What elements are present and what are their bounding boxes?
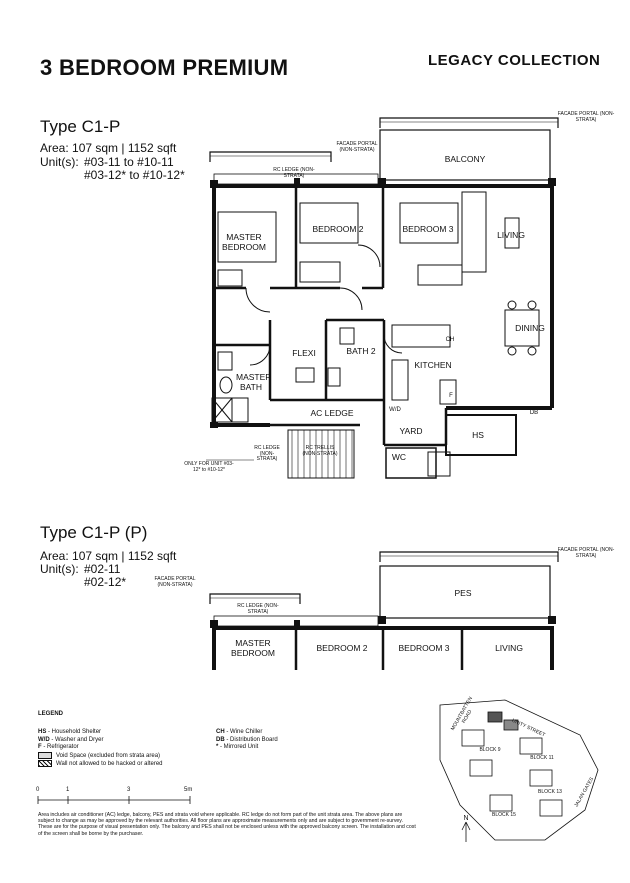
room-hs: HS [472, 430, 484, 440]
rc-trellis-note: RC TRELLIS (NON-STRATA) [302, 445, 338, 457]
north-arrow-label: N [463, 815, 469, 822]
p-rc-ledge-note: RC LEDGE (NON-STRATA) [237, 603, 279, 615]
wd-label: W/D [389, 407, 401, 413]
p-room-master-bedroom: MASTER BEDROOM [231, 638, 275, 658]
room-dining: DINING [515, 323, 545, 333]
room-bedroom-3: BEDROOM 3 [402, 224, 454, 234]
legend-item-wall: Wall not allowed to be hacked or altered [38, 760, 163, 769]
p-room-bedroom-2: BEDROOM 2 [316, 643, 368, 653]
road-label-2: JALAN GATES [573, 776, 596, 809]
p-facade-portal-note-left: FACADE PORTAL (NON-STRATA) [154, 576, 196, 588]
room-master-bath: MASTER BATH [236, 372, 272, 392]
collection-title: LEGACY COLLECTION [428, 52, 601, 69]
road-label-1: MOUNTBATTEN ROAD [449, 695, 474, 732]
f-label: F [449, 393, 453, 399]
block-9: BLOCK 9 [479, 747, 501, 753]
db-label: DB [529, 410, 539, 416]
legend-title: LEGEND [38, 711, 64, 717]
type2-units-line-1: #02-11 [84, 562, 121, 576]
p-room-living: LIVING [495, 643, 523, 653]
legend-item-ch: CH - Wine Chiller [216, 729, 263, 735]
scale-tick-5m: 5m [184, 787, 193, 793]
facade-portal-note-right: FACADE PORTAL (NON-STRATA) [557, 111, 615, 123]
road-label-3: UNITY STREET [510, 717, 546, 739]
type2-units-label: Unit(s): [40, 562, 79, 576]
page-title: 3 BEDROOM PREMIUM [40, 55, 289, 80]
type-area: Area: 107 sqm | 1152 sqft [40, 141, 177, 155]
p-facade-portal-note-right: FACADE PORTAL (NON-STRATA) [557, 547, 615, 559]
p-room-bedroom-3: BEDROOM 3 [398, 643, 450, 653]
units-label: Unit(s): [40, 155, 79, 169]
legend-item-db: DB - Distribution Board [216, 736, 278, 743]
room-wc: WC [391, 452, 407, 462]
p-room-pes: PES [454, 588, 472, 598]
units-line-2: #03-12* to #10-12* [84, 168, 185, 182]
footnote: Area includes air conditioner (AC) ledge, balcony, PES and strata void where applicable. RC ledge do not form part of the unit strata area. The above plans are subject to change as may be approved by the relevant authorities. All floor plans are approximate measurements only and are subject to government re-survey. These are for the purpose of visual presentation only. The balcony and PES shall not be enclosed unless with the approved balcony screen. The installation and cost of the screen shall be borne by the purchaser. [38, 812, 416, 837]
type2-area: Area: 107 sqm | 1152 sqft [40, 549, 177, 563]
units-line-1: #03-11 to #10-11 [84, 155, 174, 169]
legend-item-f: F - Refrigerator [38, 744, 79, 750]
facade-portal-note-left: FACADE PORTAL (NON-STRATA) [336, 141, 378, 153]
scale-tick-0: 0 [36, 787, 40, 793]
block-15: BLOCK 15 [492, 812, 516, 818]
block-11: BLOCK 11 [530, 755, 554, 761]
type2-units-line-2: #02-12* [84, 575, 127, 589]
rc-ledge-note: RC LEDGE (NON-STRATA) [273, 167, 315, 179]
room-ac-ledge: AC LEDGE [310, 408, 354, 418]
room-balcony: BALCONY [444, 154, 486, 164]
type-title: Type C1-P [40, 117, 121, 136]
room-flexi: FLEXI [292, 348, 316, 358]
legend-item-void: Void Space (excluded from strata area) [38, 752, 163, 761]
rc-ledge-bottom-note: RC LEDGE (NON-STRATA) [254, 445, 280, 462]
room-bath-2: BATH 2 [346, 346, 376, 356]
room-living: LIVING [497, 230, 525, 240]
room-master-bedroom: MASTER BEDROOM [222, 232, 266, 252]
room-bedroom-2: BEDROOM 2 [312, 224, 364, 234]
legend-item-hs: HS - Household Shelter [38, 729, 102, 735]
only-for-unit-note: ONLY FOR UNIT #03-12* to #10-12* [184, 461, 234, 473]
scale-tick-3: 3 [127, 787, 131, 793]
room-yard: YARD [399, 426, 423, 436]
type2-title: Type C1-P (P) [40, 523, 148, 542]
block-13: BLOCK 13 [538, 789, 562, 795]
scale-tick-1: 1 [66, 787, 70, 793]
legend-item-wd: W/D - Washer and Dryer [38, 736, 104, 743]
ch-label: CH [445, 337, 455, 343]
room-kitchen: KITCHEN [414, 360, 452, 370]
legend-item-mirrored: * - Mirrored Unit [216, 744, 259, 750]
